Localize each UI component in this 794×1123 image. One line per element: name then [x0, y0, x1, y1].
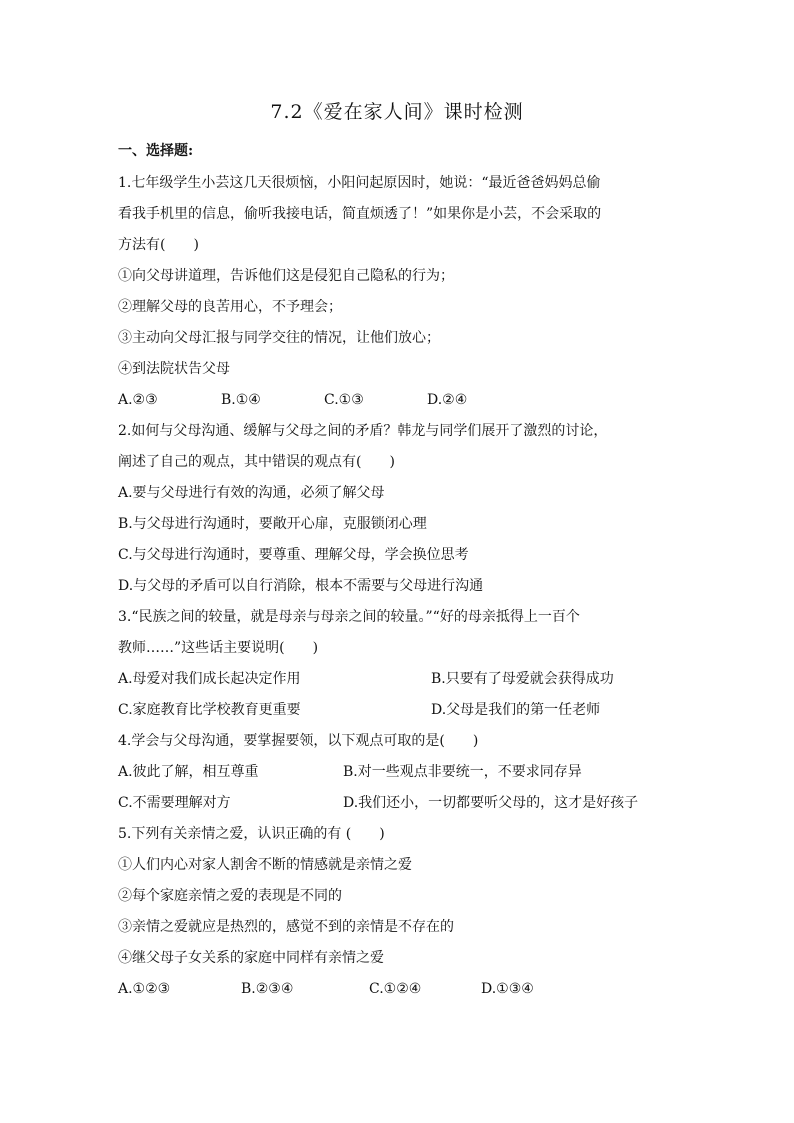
option-a[interactable]: A.彼此了解，相互尊重 — [118, 764, 259, 780]
option-d[interactable]: D.父母是我们的第一任老师 — [431, 702, 601, 718]
option-c[interactable]: C.与父母进行沟通时，要尊重、理解父母，学会换位思考 — [118, 547, 469, 563]
question-list — [118, 168, 690, 1005]
question-3 — [118, 602, 690, 726]
statement-item: ④继父母子女关系的家庭中同样有亲情之爱 — [118, 950, 384, 966]
option-c[interactable]: C.①②④ — [369, 981, 422, 997]
question-1 — [118, 168, 690, 416]
question-stem-line: 教师……”这些话主要说明( ) — [118, 640, 319, 656]
option-a[interactable]: A.①②③ — [118, 981, 171, 997]
option-b[interactable]: B.与父母进行沟通时，要敞开心扉，克服锁闭心理 — [118, 516, 427, 532]
answer-options-row — [118, 695, 690, 726]
question-2 — [118, 416, 690, 602]
answer-options-row — [118, 757, 690, 788]
option-c[interactable]: C.家庭教育比学校教育更重要 — [118, 702, 301, 718]
question-stem-line: 方法有( ) — [118, 237, 199, 253]
option-d[interactable]: D.我们还小，一切都要听父母的，这才是好孩子 — [343, 795, 639, 811]
option-b[interactable]: B.②③④ — [241, 981, 294, 997]
option-d[interactable]: D.①③④ — [481, 981, 534, 997]
question-stem-line: 3.“民族之间的较量，就是母亲与母亲之间的较量。”“好的母亲抵得上一百个 — [118, 609, 580, 625]
option-c[interactable]: C.①③ — [324, 392, 364, 408]
statement-item: ②理解父母的良苦用心，不予理会； — [118, 299, 342, 315]
statement-item: ③主动向父母汇报与同学交往的情况，让他们放心； — [118, 330, 440, 346]
answer-options — [118, 974, 690, 1005]
option-d[interactable]: D.与父母的矛盾可以自行消除，根本不需要与父母进行沟通 — [118, 578, 484, 594]
option-a[interactable]: A.②③ — [118, 392, 158, 408]
statement-item: ③亲情之爱就应是热烈的，感觉不到的亲情是不存在的 — [118, 919, 454, 935]
answer-options — [118, 385, 690, 416]
statement-item: ①向父母讲道理，告诉他们这是侵犯自己隐私的行为； — [118, 268, 454, 284]
question-stem-line: 4.学会与父母沟通，要掌握要领，以下观点可取的是( ) — [118, 733, 479, 749]
section-heading: 一、选择题: — [118, 143, 194, 159]
option-a[interactable]: A.母爱对我们成长起决定作用 — [118, 671, 301, 687]
option-c[interactable]: C.不需要理解对方 — [118, 795, 231, 811]
option-a[interactable]: A.要与父母进行有效的沟通，必须了解父母 — [118, 485, 385, 501]
question-stem-line: 看我手机里的信息，偷听我接电话，简直烦透了！”如果你是小芸，不会采取的 — [118, 206, 602, 222]
question-4 — [118, 726, 690, 819]
question-5 — [118, 819, 690, 1005]
answer-options-row — [118, 788, 690, 819]
answer-options-row — [118, 664, 690, 695]
question-stem-line: 5.下列有关亲情之爱，认识正确的有 ( ) — [118, 826, 385, 842]
statement-item: ①人们内心对家人割舍不断的情感就是亲情之爱 — [118, 857, 412, 873]
question-stem-line: 1.七年级学生小芸这几天很烦恼，小阳问起原因时，她说：“最近爸爸妈妈总偷 — [118, 175, 601, 191]
option-d[interactable]: D.②④ — [427, 392, 468, 408]
statement-item: ②每个家庭亲情之爱的表现是不同的 — [118, 888, 342, 904]
document-title: 7.2《爱在家人间》课时检测 — [270, 101, 524, 123]
option-b[interactable]: B.①④ — [221, 392, 261, 408]
option-b[interactable]: B.对一些观点非要统一，不要求同存异 — [343, 764, 582, 780]
question-stem-line: 2.如何与父母沟通、缓解与父母之间的矛盾？韩龙与同学们展开了激烈的讨论， — [118, 423, 608, 439]
statement-item: ④到法院状告父母 — [118, 361, 230, 377]
option-b[interactable]: B.只要有了母爱就会获得成功 — [431, 671, 614, 687]
question-stem-line: 阐述了自己的观点，其中错误的观点有( ) — [118, 454, 395, 470]
